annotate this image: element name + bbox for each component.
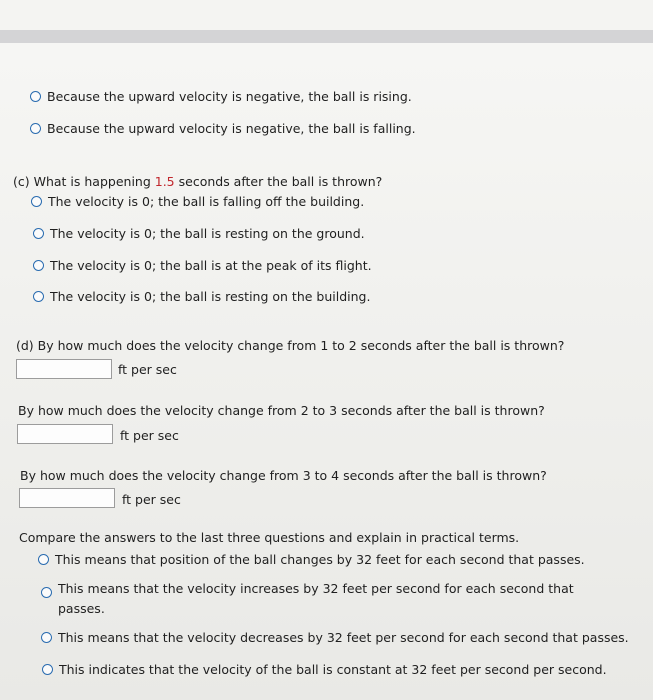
option-label: The velocity is 0; the ball is at the peak of its flight. [50,258,372,273]
option-b-rising[interactable] [30,89,412,104]
option-label: The velocity is 0; the ball is resting on the building. [50,289,371,304]
answer-input-3[interactable] [19,488,115,508]
option-label: The velocity is 0; the ball is resting on the ground. [50,226,365,241]
question-d3-prompt: By how much does the velocity change from 3 to 4 seconds after the ball is thrown? [20,468,547,483]
unit-label-1: ft per sec [118,362,177,377]
option-label: The velocity is 0; the ball is falling off the building. [48,194,365,209]
option-compare-decreases[interactable] [41,630,629,645]
radio-icon[interactable] [33,260,44,271]
option-compare-constant[interactable] [42,662,607,677]
option-label: This means that position of the ball changes by 32 feet for each second that passes. [55,552,585,567]
question-c-time-value: 1.5 [154,174,175,189]
radio-icon[interactable] [30,91,41,102]
top-divider-bar [0,30,653,43]
question-c-prompt [13,174,382,189]
question-d2-prompt: By how much does the velocity change from 2 to 3 seconds after the ball is thrown? [18,403,545,418]
question-c-suffix: seconds after the ball is thrown? [174,174,383,189]
radio-icon[interactable] [38,554,49,565]
radio-icon[interactable] [33,228,44,239]
question-c-prefix: (c) What is happening [13,174,155,189]
unit-label-3: ft per sec [122,492,181,507]
option-c-falling-off[interactable] [31,194,364,209]
radio-icon[interactable] [30,123,41,134]
option-b-falling[interactable] [30,121,416,136]
option-label: Because the upward velocity is negative, the ball is falling. [47,121,416,136]
answer-input-1[interactable] [16,359,112,379]
option-label: This means that the velocity decreases by 32 feet per second for each second that passes. [58,630,629,645]
radio-icon[interactable] [41,632,52,643]
question-d1-prompt: (d) By how much does the velocity change from 1 to 2 seconds after the ball is thrown? [16,338,565,353]
option-label: This indicates that the velocity of the ball is constant at 32 feet per second per second. [59,662,607,677]
option-c-peak[interactable] [33,258,372,273]
radio-icon[interactable] [42,664,53,675]
option-label: Because the upward velocity is negative, the ball is rising. [47,89,412,104]
option-label: This means that the velocity increases by 32 feet per second for each second that passes. [58,581,574,616]
option-compare-increases[interactable] [41,582,598,619]
option-c-resting-ground[interactable] [33,226,365,241]
option-c-resting-building[interactable] [33,289,370,304]
option-compare-position[interactable] [38,552,585,567]
unit-label-2: ft per sec [120,428,179,443]
answer-input-2[interactable] [17,424,113,444]
radio-icon[interactable] [33,291,44,302]
compare-prompt: Compare the answers to the last three questions and explain in practical terms. [19,530,520,545]
radio-icon[interactable] [31,196,42,207]
radio-icon[interactable] [41,587,52,598]
